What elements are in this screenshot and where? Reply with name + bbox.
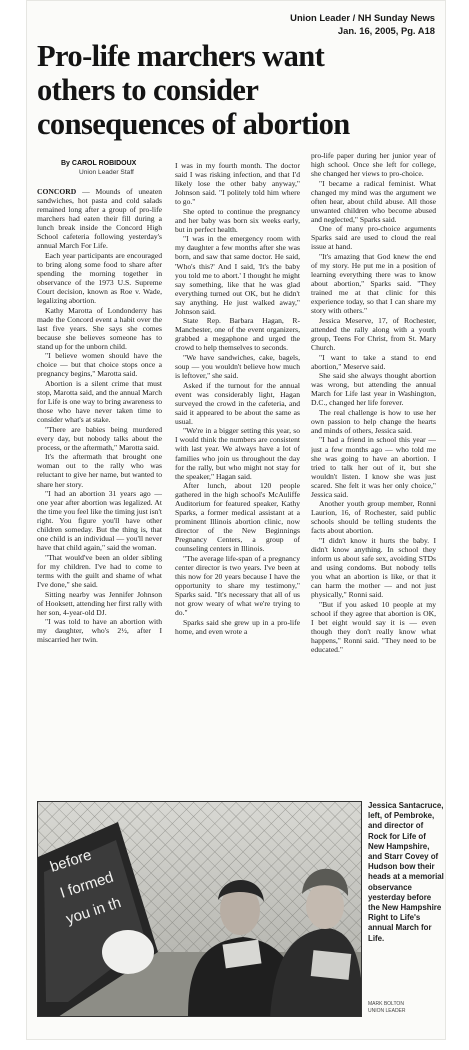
article-paragraph: "I was told to have an abortion with my daughter, who's 2½, after I miscarried her twin. <box>37 617 162 645</box>
article-paragraph: Kathy Marotta of Londonderry has made the Concord event a habit over the last five years. She says she comes because she believes someone has to stand up for the unborn child. <box>37 305 162 351</box>
article-paragraph: State Rep. Barbara Hagan, R-Manchester, one of the event organizers, grabbed a megaphone and urged the crowd to help themselves to seconds. <box>175 316 300 353</box>
article-paragraph: "I want to take a stand to end abortion," Meserve said. <box>311 352 436 371</box>
photo-caption: Jessica Santacruce, left, of Pembroke, and director of Rock for Life of New Hampshire, and Starr Covey of Hudson bow their heads at a memorial observance yesterday before the New Hampshire Right to Life's annual March for Life. <box>368 801 444 943</box>
article-paragraph: "I became a radical feminist. What changed my mind was the argument we often hear, about child abuse. All those unwanted children who become abused and neglected," Sparks said. <box>311 178 436 224</box>
source-date-page: Jan. 16, 2005, Pg. A18 <box>337 25 435 36</box>
article-paragraph: "I believe women should have the choice — but that choice stops once a pregnancy begins," Marotta said. <box>37 351 162 379</box>
photo-illustration <box>38 802 362 1017</box>
article-paragraph: "But if you asked 10 people at my school if they agree that abortion is OK, I bet eight would say it is — even though they don't really know what happens," Ronni said. "They need to be educated." <box>311 599 436 655</box>
article-column-3 <box>311 151 436 801</box>
article-paragraph: After lunch, about 120 people gathered in the high school's McAuliffe Auditorium for featured speaker, Kathy Sparks, a former medical assistant at a prominent Illinois abortion clinic, now director of the New Beginnings Pregnancy Centers, a group of counseling centers in Illinois. <box>175 481 300 554</box>
headline-line-3: consequences of abortion <box>37 107 350 141</box>
article-paragraph: Abortion is a silent crime that must stop, Marotta said, and the annual March for Life is one way to bring awareness to those who have never taken time to consider what's at stake. <box>37 378 162 425</box>
byline-staff: Union Leader Staff <box>79 169 134 176</box>
newspaper-clipping <box>26 0 446 1040</box>
photo-credit-name: MARK BOLTON <box>368 1001 404 1007</box>
sign-text-line-1: before <box>47 846 94 876</box>
headline-line-1: Pro-life marchers want <box>37 39 325 73</box>
article-paragraph: Asked if the turnout for the annual event was considerably light, Hagan surveyed the crowd in the cafeteria, and said it appeared to be about the same as usual. <box>175 380 300 426</box>
source-publication: Union Leader / NH Sunday News <box>290 12 435 23</box>
article-paragraph: It's the aftermath that brought one woman out to the rally who was reluctant to give her name, but wanted to share her story. <box>37 452 162 489</box>
article-paragraph: CONCORD — Mounds of uneaten sandwiches, hot pasta and cold salads remained long after a group of pro-life marchers had eaten their fill during a lunch break inside the Concord High School cafeteria following yesterday's annual March For Life. <box>37 187 162 251</box>
article-paragraph: "That would've been an older sibling for my children. I've had to come to terms with the guilt and shame of what I've done," she said. <box>37 552 162 590</box>
news-photo <box>37 801 362 1017</box>
dateline: CONCORD <box>37 187 77 196</box>
article-paragraph: "We're in a bigger setting this year, so I would think the numbers are consistent with last year. We always have a lot of families who join us throughout the day for the rally, but who might not stay for the speaker," Hagan said. <box>175 426 300 481</box>
article-paragraph: "I was in the emergency room with my daughter a few months after she was born, and saw that same doctor. He said, 'Who's this?' And I said, 'It's the baby you told me to abort.' I thought he might say something, like that he was glad everything turned out OK, but he didn't say anything. He just walked away," Johnson said. <box>175 234 300 316</box>
headline-line-2: others to consider <box>37 73 259 107</box>
source-citation <box>290 11 435 37</box>
byline <box>61 159 161 177</box>
sign-text-line-2: I formed <box>57 868 116 902</box>
article-paragraph: "I had an abortion 31 years ago — one year after abortion was legalized. At the time you feel like the timing just isn't right. You figure you'll have other children someday. But the thing is, that one child is an individual — you'll never have that child again," said the woman. <box>37 489 162 553</box>
article-paragraph: "I had a friend in school this year — just a few months ago — who told me she was going to have an abortion. I tried to talk her out of it, but she wouldn't listen. I know she was just scared. She felt it was her only choice," Jessica said. <box>311 435 436 499</box>
headline <box>37 39 442 141</box>
article-column-1 <box>37 187 162 801</box>
article-paragraph: "There are babies being murdered every day, but nobody talks about the process, or the aftermath," Marotta said. <box>37 424 162 452</box>
article-paragraph: One of many pro-choice arguments Sparks said are used to cloud the real issue at hand. <box>311 224 436 252</box>
article-paragraph: "We have sandwiches, cake, bagels, soup — you wouldn't believe how much is leftover," she said. <box>175 352 300 381</box>
article-paragraph: "I didn't know it hurts the baby. I didn't know anything. In school they inform us about safe sex, avoiding STDs and using condoms. But nobody tells you what an abortion is like, or that it can harm the mother — and not just physically," Ronni said. <box>311 535 436 600</box>
article-paragraph: Each year participants are encouraged to bring along some food to share after spending the morning together in observance of the 1973 U.S. Supreme Court decision, known as Roe v. Wade, legalizing abortion. <box>37 250 162 306</box>
article-paragraph: Another youth group member, Ronni Laurion, 16, of Rochester, said public schools should be telling students the facts about abortion. <box>311 499 436 536</box>
article-paragraph: "The average life-span of a pregnancy center director is two years. I've been at this now for 20 years because I have the opportunity to share my testimony," Sparks said. "It's necessary that all of us not grow weary of what we're trying to do." <box>175 554 300 618</box>
article-column-2 <box>175 161 300 801</box>
article-paragraph: "It's amazing that God knew the end of my story. He put me in a position of learning everything there was to know about abortion," Sparks said. "They trained me at that clinic for this experience today, so that I can share my story with others." <box>311 252 436 316</box>
article-paragraph: pro-life paper during her junior year of high school. Once she left for college, she changed her views to pro-choice. <box>311 151 436 179</box>
byline-author: By CAROL ROBIDOUX <box>61 160 137 167</box>
photo-credit <box>368 1001 444 1014</box>
article-paragraph: Jessica Meserve, 17, of Rochester, attended the rally along with a youth group, Teens For Christ, from St. Mary Church. <box>311 315 436 352</box>
article-paragraph: The real challenge is how to use her own passion to help change the hearts and minds of others, Jessica said. <box>311 407 436 435</box>
article-paragraph: She said she always thought abortion was wrong, but attending the annual March for Life last year in Washington, D.C., changed her life forever. <box>311 371 436 408</box>
article-paragraph: Sparks said she grew up in a pro-life home, and even wrote a <box>175 617 300 636</box>
photo-credit-org: UNION LEADER <box>368 1007 406 1014</box>
article-paragraph: I was in my fourth month. The doctor said I was risking infection, and that I'd likely lose the other baby anyway," Johnson said. "I politely told him where to go." <box>175 161 300 207</box>
sign-text-line-3: you in th <box>63 894 124 928</box>
article-paragraph: Sitting nearby was Jennifer Johnson of Hooksett, attending her first rally with her son, 4-year-old DJ. <box>37 589 162 617</box>
article-paragraph: She opted to continue the pregnancy and her baby was born six weeks early, but in perfect health. <box>175 206 300 234</box>
